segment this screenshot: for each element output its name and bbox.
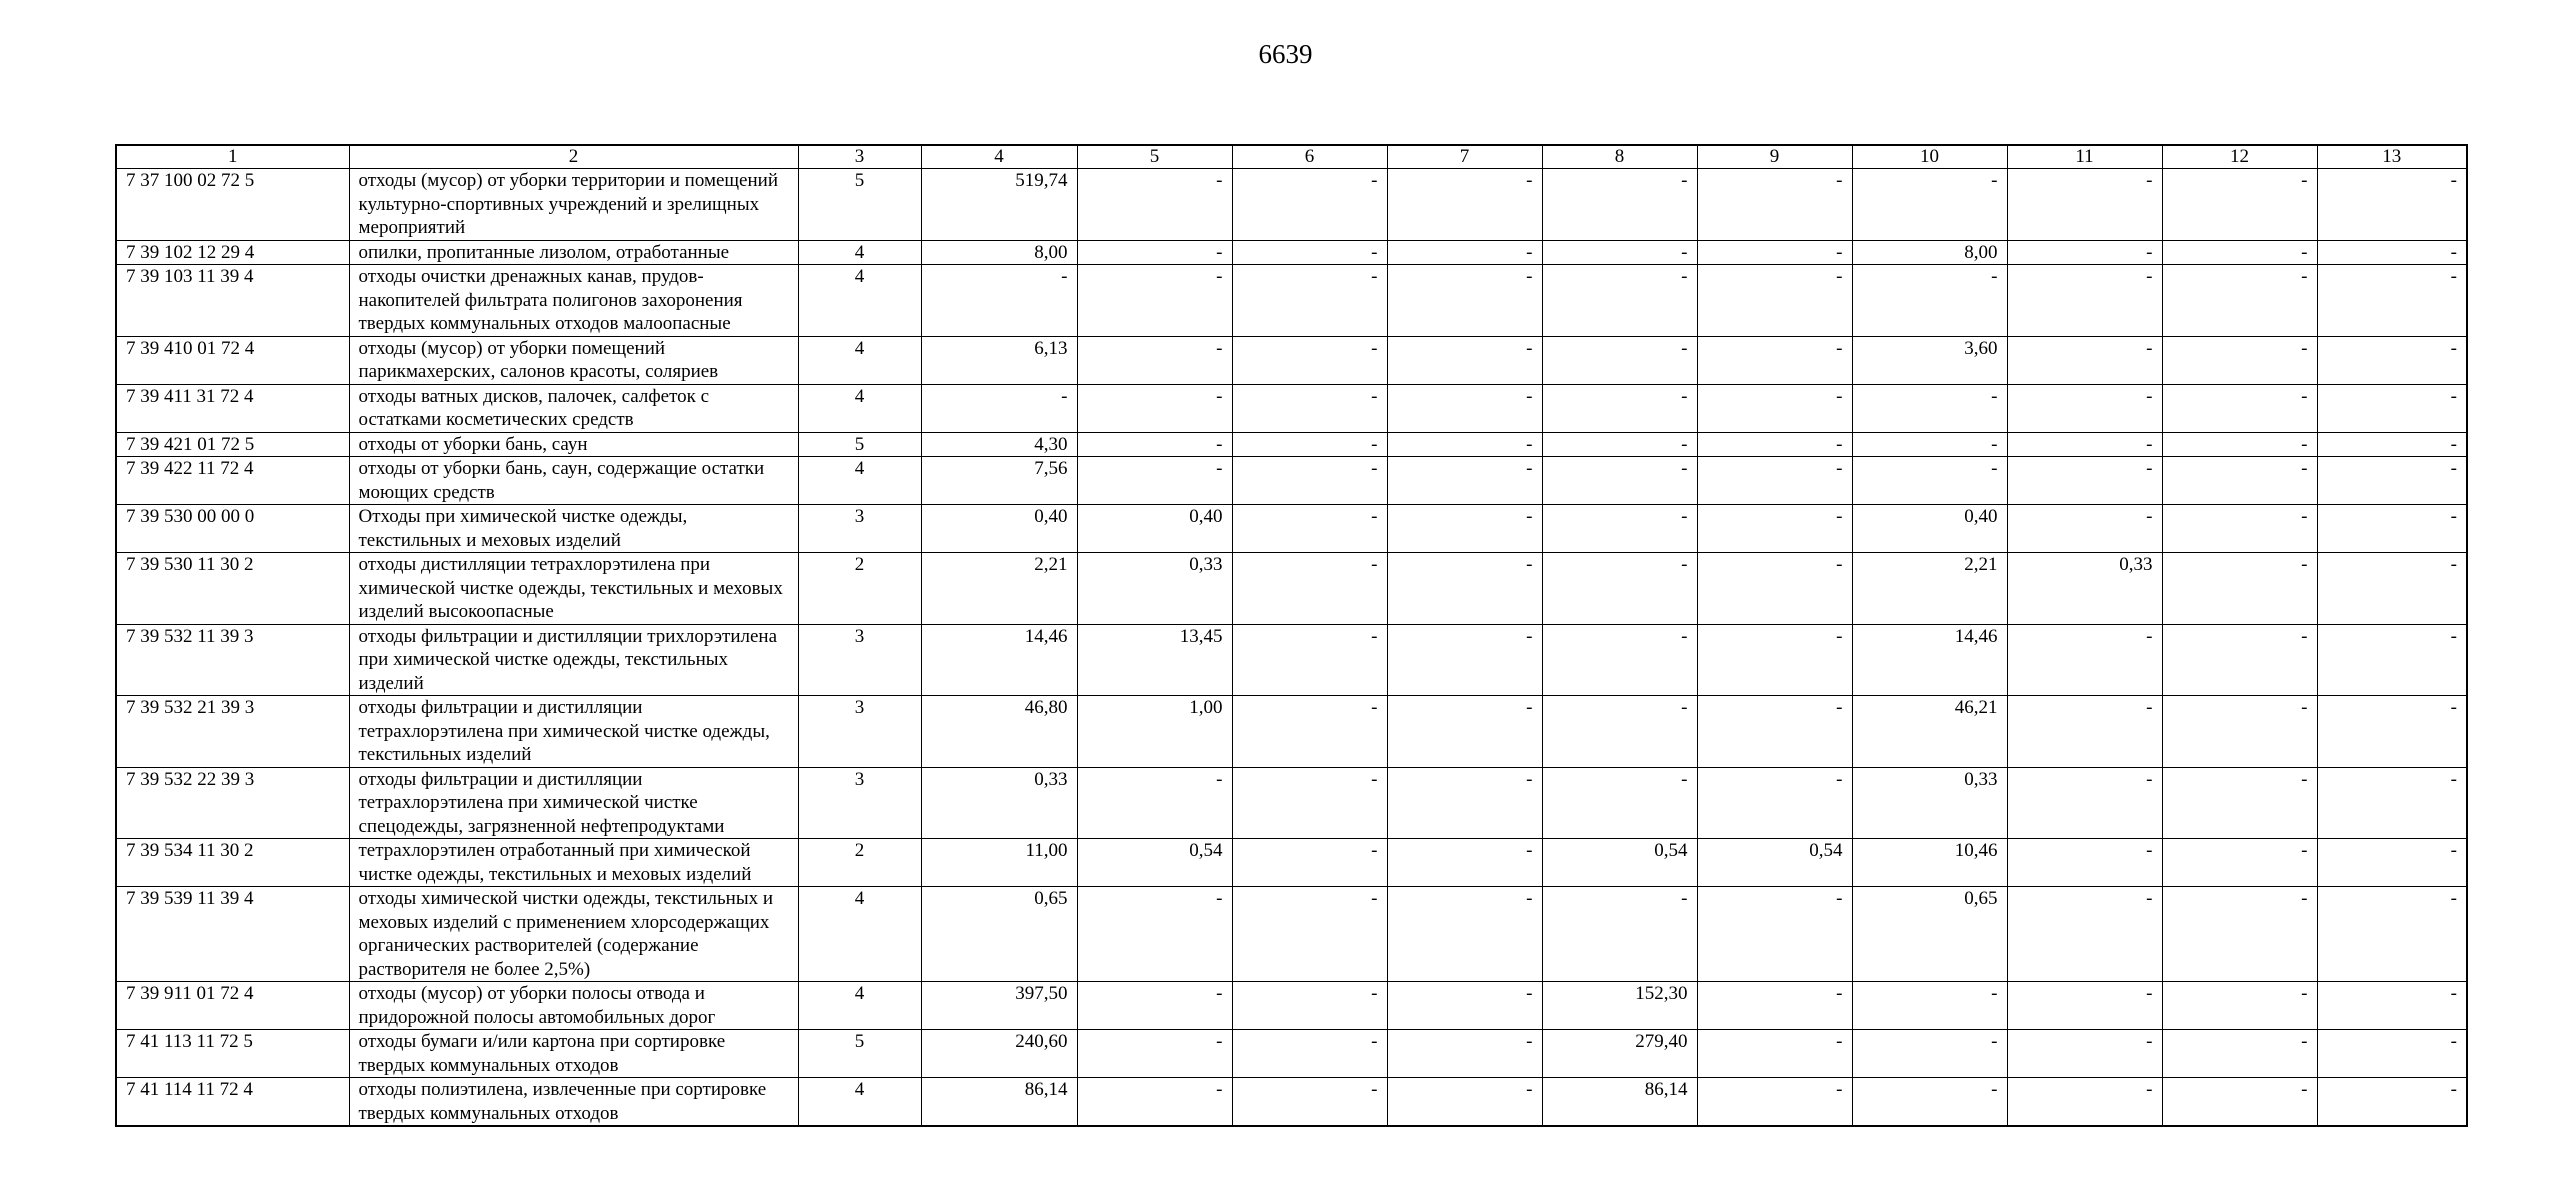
- value-cell-col-8: -: [1542, 432, 1697, 457]
- column-header-4: 4: [921, 145, 1077, 169]
- value-cell-col-8: 152,30: [1542, 982, 1697, 1030]
- value-cell-col-6: -: [1232, 432, 1387, 457]
- value-cell-col-6: -: [1232, 1078, 1387, 1127]
- value-cell-col-10: -: [1852, 384, 2007, 432]
- value-cell-col-13: -: [2317, 1078, 2467, 1127]
- waste-code-cell: 7 39 530 00 00 0: [116, 505, 349, 553]
- value-cell-col-13: -: [2317, 696, 2467, 768]
- hazard-class-cell: 4: [798, 982, 921, 1030]
- value-cell-col-12: -: [2162, 767, 2317, 839]
- column-header-13: 13: [2317, 145, 2467, 169]
- waste-name-cell: отходы полиэтилена, извлеченные при сортировке твердых коммунальных отходов: [349, 1078, 798, 1127]
- value-cell-col-13: -: [2317, 1030, 2467, 1078]
- column-header-2: 2: [349, 145, 798, 169]
- table-row: [116, 982, 2467, 1030]
- value-cell-col-8: -: [1542, 336, 1697, 384]
- value-cell-col-11: -: [2007, 457, 2162, 505]
- waste-code-cell: 7 39 911 01 72 4: [116, 982, 349, 1030]
- waste-table: [115, 144, 2468, 1127]
- value-cell-col-13: -: [2317, 457, 2467, 505]
- table-body: [116, 169, 2467, 1127]
- waste-name-cell: отходы ватных дисков, палочек, салфеток с остатками косметических средств: [349, 384, 798, 432]
- value-cell-col-13: -: [2317, 336, 2467, 384]
- value-cell-col-12: -: [2162, 384, 2317, 432]
- waste-code-cell: 7 39 530 11 30 2: [116, 553, 349, 625]
- value-cell-col-9: -: [1697, 1078, 1852, 1127]
- value-cell-col-12: -: [2162, 696, 2317, 768]
- waste-code-cell: 7 39 539 11 39 4: [116, 887, 349, 982]
- column-header-3: 3: [798, 145, 921, 169]
- waste-name-cell: отходы (мусор) от уборки полосы отвода и придорожной полосы автомобильных дорог: [349, 982, 798, 1030]
- value-cell-col-6: -: [1232, 839, 1387, 887]
- value-cell-col-4: 0,65: [921, 887, 1077, 982]
- table-row: [116, 457, 2467, 505]
- value-cell-col-9: -: [1697, 624, 1852, 696]
- value-cell-col-6: -: [1232, 1030, 1387, 1078]
- value-cell-col-11: -: [2007, 505, 2162, 553]
- value-cell-col-9: -: [1697, 982, 1852, 1030]
- value-cell-col-6: -: [1232, 265, 1387, 337]
- table-row: [116, 1078, 2467, 1127]
- value-cell-col-8: -: [1542, 767, 1697, 839]
- value-cell-col-5: -: [1077, 384, 1232, 432]
- value-cell-col-9: -: [1697, 505, 1852, 553]
- value-cell-col-6: -: [1232, 336, 1387, 384]
- value-cell-col-10: 8,00: [1852, 240, 2007, 265]
- hazard-class-cell: 4: [798, 457, 921, 505]
- value-cell-col-7: -: [1387, 624, 1542, 696]
- hazard-class-cell: 4: [798, 1078, 921, 1127]
- value-cell-col-12: -: [2162, 265, 2317, 337]
- value-cell-col-5: -: [1077, 1078, 1232, 1127]
- waste-code-cell: 7 41 113 11 72 5: [116, 1030, 349, 1078]
- value-cell-col-10: 0,33: [1852, 767, 2007, 839]
- hazard-class-cell: 5: [798, 432, 921, 457]
- value-cell-col-5: -: [1077, 1030, 1232, 1078]
- value-cell-col-4: -: [921, 265, 1077, 337]
- value-cell-col-7: -: [1387, 1078, 1542, 1127]
- value-cell-col-6: -: [1232, 696, 1387, 768]
- table-row: [116, 624, 2467, 696]
- value-cell-col-6: -: [1232, 169, 1387, 241]
- value-cell-col-7: -: [1387, 240, 1542, 265]
- waste-code-cell: 7 39 534 11 30 2: [116, 839, 349, 887]
- value-cell-col-6: -: [1232, 553, 1387, 625]
- waste-code-cell: 7 39 103 11 39 4: [116, 265, 349, 337]
- value-cell-col-11: -: [2007, 1030, 2162, 1078]
- hazard-class-cell: 3: [798, 696, 921, 768]
- value-cell-col-9: -: [1697, 384, 1852, 432]
- value-cell-col-13: -: [2317, 505, 2467, 553]
- value-cell-col-5: 0,40: [1077, 505, 1232, 553]
- value-cell-col-9: -: [1697, 336, 1852, 384]
- value-cell-col-13: -: [2317, 982, 2467, 1030]
- value-cell-col-12: -: [2162, 839, 2317, 887]
- waste-name-cell: отходы дистилляции тетрахлорэтилена при химической чистке одежды, текстильных и меховых изделий высокоопасные: [349, 553, 798, 625]
- value-cell-col-10: -: [1852, 1030, 2007, 1078]
- value-cell-col-13: -: [2317, 553, 2467, 625]
- value-cell-col-7: -: [1387, 1030, 1542, 1078]
- hazard-class-cell: 4: [798, 265, 921, 337]
- hazard-class-cell: 3: [798, 767, 921, 839]
- value-cell-col-5: -: [1077, 240, 1232, 265]
- value-cell-col-7: -: [1387, 169, 1542, 241]
- waste-code-cell: 7 39 532 22 39 3: [116, 767, 349, 839]
- value-cell-col-11: -: [2007, 982, 2162, 1030]
- table-row: [116, 839, 2467, 887]
- value-cell-col-4: 7,56: [921, 457, 1077, 505]
- value-cell-col-10: -: [1852, 1078, 2007, 1127]
- table-header: [116, 145, 2467, 169]
- value-cell-col-5: -: [1077, 169, 1232, 241]
- value-cell-col-4: 0,33: [921, 767, 1077, 839]
- value-cell-col-8: -: [1542, 553, 1697, 625]
- value-cell-col-5: 0,54: [1077, 839, 1232, 887]
- value-cell-col-8: -: [1542, 169, 1697, 241]
- value-cell-col-11: -: [2007, 696, 2162, 768]
- value-cell-col-12: -: [2162, 1030, 2317, 1078]
- waste-name-cell: отходы фильтрации и дистилляции трихлорэтилена при химической чистке одежды, текстильных изделий: [349, 624, 798, 696]
- table-row: [116, 767, 2467, 839]
- value-cell-col-13: -: [2317, 887, 2467, 982]
- value-cell-col-12: -: [2162, 432, 2317, 457]
- header-row: [116, 145, 2467, 169]
- value-cell-col-9: -: [1697, 265, 1852, 337]
- value-cell-col-10: 46,21: [1852, 696, 2007, 768]
- value-cell-col-7: -: [1387, 696, 1542, 768]
- hazard-class-cell: 2: [798, 839, 921, 887]
- value-cell-col-13: -: [2317, 240, 2467, 265]
- value-cell-col-10: 2,21: [1852, 553, 2007, 625]
- value-cell-col-12: -: [2162, 553, 2317, 625]
- value-cell-col-9: -: [1697, 1030, 1852, 1078]
- value-cell-col-4: -: [921, 384, 1077, 432]
- waste-code-cell: 7 39 532 21 39 3: [116, 696, 349, 768]
- value-cell-col-6: -: [1232, 240, 1387, 265]
- value-cell-col-4: 46,80: [921, 696, 1077, 768]
- waste-code-cell: 7 39 422 11 72 4: [116, 457, 349, 505]
- hazard-class-cell: 4: [798, 384, 921, 432]
- value-cell-col-7: -: [1387, 336, 1542, 384]
- value-cell-col-7: -: [1387, 553, 1542, 625]
- column-header-5: 5: [1077, 145, 1232, 169]
- value-cell-col-5: -: [1077, 336, 1232, 384]
- value-cell-col-5: -: [1077, 457, 1232, 505]
- value-cell-col-10: -: [1852, 457, 2007, 505]
- value-cell-col-11: -: [2007, 767, 2162, 839]
- value-cell-col-7: -: [1387, 839, 1542, 887]
- waste-code-cell: 7 39 421 01 72 5: [116, 432, 349, 457]
- value-cell-col-8: -: [1542, 384, 1697, 432]
- value-cell-col-6: -: [1232, 457, 1387, 505]
- value-cell-col-10: -: [1852, 265, 2007, 337]
- value-cell-col-13: -: [2317, 169, 2467, 241]
- value-cell-col-8: -: [1542, 265, 1697, 337]
- value-cell-col-8: -: [1542, 457, 1697, 505]
- value-cell-col-9: -: [1697, 767, 1852, 839]
- column-header-9: 9: [1697, 145, 1852, 169]
- value-cell-col-4: 8,00: [921, 240, 1077, 265]
- column-header-10: 10: [1852, 145, 2007, 169]
- value-cell-col-5: -: [1077, 767, 1232, 839]
- value-cell-col-11: -: [2007, 169, 2162, 241]
- value-cell-col-6: -: [1232, 767, 1387, 839]
- hazard-class-cell: 4: [798, 240, 921, 265]
- value-cell-col-9: -: [1697, 457, 1852, 505]
- value-cell-col-5: -: [1077, 265, 1232, 337]
- column-header-12: 12: [2162, 145, 2317, 169]
- value-cell-col-12: -: [2162, 505, 2317, 553]
- value-cell-col-7: -: [1387, 767, 1542, 839]
- value-cell-col-6: -: [1232, 384, 1387, 432]
- value-cell-col-6: -: [1232, 887, 1387, 982]
- waste-name-cell: отходы (мусор) от уборки помещений парикмахерских, салонов красоты, соляриев: [349, 336, 798, 384]
- value-cell-col-9: -: [1697, 432, 1852, 457]
- value-cell-col-4: 86,14: [921, 1078, 1077, 1127]
- waste-code-cell: 7 39 532 11 39 3: [116, 624, 349, 696]
- value-cell-col-11: -: [2007, 240, 2162, 265]
- value-cell-col-13: -: [2317, 624, 2467, 696]
- value-cell-col-11: -: [2007, 432, 2162, 457]
- table-row: [116, 384, 2467, 432]
- value-cell-col-4: 240,60: [921, 1030, 1077, 1078]
- value-cell-col-12: -: [2162, 624, 2317, 696]
- waste-name-cell: отходы бумаги и/или картона при сортировке твердых коммунальных отходов: [349, 1030, 798, 1078]
- value-cell-col-10: 14,46: [1852, 624, 2007, 696]
- hazard-class-cell: 4: [798, 336, 921, 384]
- value-cell-col-7: -: [1387, 457, 1542, 505]
- value-cell-col-13: -: [2317, 432, 2467, 457]
- value-cell-col-13: -: [2317, 265, 2467, 337]
- value-cell-col-5: 13,45: [1077, 624, 1232, 696]
- value-cell-col-9: -: [1697, 887, 1852, 982]
- value-cell-col-12: -: [2162, 457, 2317, 505]
- value-cell-col-8: -: [1542, 505, 1697, 553]
- value-cell-col-10: 10,46: [1852, 839, 2007, 887]
- value-cell-col-12: -: [2162, 887, 2317, 982]
- hazard-class-cell: 3: [798, 624, 921, 696]
- value-cell-col-5: 0,33: [1077, 553, 1232, 625]
- value-cell-col-11: -: [2007, 265, 2162, 337]
- waste-code-cell: 7 37 100 02 72 5: [116, 169, 349, 241]
- value-cell-col-12: -: [2162, 169, 2317, 241]
- table-row: [116, 1030, 2467, 1078]
- value-cell-col-11: -: [2007, 839, 2162, 887]
- value-cell-col-11: -: [2007, 1078, 2162, 1127]
- table-row: [116, 265, 2467, 337]
- value-cell-col-4: 6,13: [921, 336, 1077, 384]
- value-cell-col-10: -: [1852, 169, 2007, 241]
- table-row: [116, 505, 2467, 553]
- value-cell-col-11: 0,33: [2007, 553, 2162, 625]
- value-cell-col-4: 4,30: [921, 432, 1077, 457]
- value-cell-col-8: 86,14: [1542, 1078, 1697, 1127]
- value-cell-col-9: -: [1697, 240, 1852, 265]
- value-cell-col-11: -: [2007, 887, 2162, 982]
- waste-name-cell: отходы (мусор) от уборки территории и помещений культурно-спортивных учреждений и зрелищных мероприятий: [349, 169, 798, 241]
- value-cell-col-13: -: [2317, 767, 2467, 839]
- waste-name-cell: отходы химической чистки одежды, текстильных и меховых изделий с применением хлорсодержащих органических растворителей (содержание растворителя не более 2,5%): [349, 887, 798, 982]
- value-cell-col-12: -: [2162, 336, 2317, 384]
- waste-code-cell: 7 41 114 11 72 4: [116, 1078, 349, 1127]
- waste-name-cell: отходы от уборки бань, саун, содержащие остатки моющих средств: [349, 457, 798, 505]
- waste-name-cell: отходы от уборки бань, саун: [349, 432, 798, 457]
- value-cell-col-12: -: [2162, 240, 2317, 265]
- value-cell-col-13: -: [2317, 839, 2467, 887]
- value-cell-col-7: -: [1387, 265, 1542, 337]
- value-cell-col-7: -: [1387, 432, 1542, 457]
- waste-code-cell: 7 39 410 01 72 4: [116, 336, 349, 384]
- value-cell-col-8: -: [1542, 240, 1697, 265]
- waste-name-cell: опилки, пропитанные лизолом, отработанные: [349, 240, 798, 265]
- value-cell-col-10: -: [1852, 432, 2007, 457]
- hazard-class-cell: 5: [798, 169, 921, 241]
- waste-name-cell: отходы фильтрации и дистилляции тетрахлорэтилена при химической чистке одежды, текстильных изделий: [349, 696, 798, 768]
- value-cell-col-5: 1,00: [1077, 696, 1232, 768]
- table-row: [116, 432, 2467, 457]
- value-cell-col-8: -: [1542, 624, 1697, 696]
- waste-name-cell: Отходы при химической чистке одежды, текстильных и меховых изделий: [349, 505, 798, 553]
- value-cell-col-4: 11,00: [921, 839, 1077, 887]
- value-cell-col-10: -: [1852, 982, 2007, 1030]
- value-cell-col-11: -: [2007, 384, 2162, 432]
- value-cell-col-5: -: [1077, 982, 1232, 1030]
- column-header-11: 11: [2007, 145, 2162, 169]
- waste-code-cell: 7 39 102 12 29 4: [116, 240, 349, 265]
- value-cell-col-6: -: [1232, 624, 1387, 696]
- hazard-class-cell: 5: [798, 1030, 921, 1078]
- value-cell-col-9: 0,54: [1697, 839, 1852, 887]
- value-cell-col-7: -: [1387, 887, 1542, 982]
- value-cell-col-12: -: [2162, 1078, 2317, 1127]
- value-cell-col-7: -: [1387, 982, 1542, 1030]
- value-cell-col-6: -: [1232, 505, 1387, 553]
- column-header-8: 8: [1542, 145, 1697, 169]
- page-number: 6639: [1258, 39, 1313, 69]
- hazard-class-cell: 3: [798, 505, 921, 553]
- value-cell-col-6: -: [1232, 982, 1387, 1030]
- value-cell-col-9: -: [1697, 553, 1852, 625]
- value-cell-col-8: -: [1542, 887, 1697, 982]
- value-cell-col-5: -: [1077, 887, 1232, 982]
- value-cell-col-7: -: [1387, 384, 1542, 432]
- waste-code-cell: 7 39 411 31 72 4: [116, 384, 349, 432]
- value-cell-col-8: 279,40: [1542, 1030, 1697, 1078]
- value-cell-col-9: -: [1697, 169, 1852, 241]
- value-cell-col-12: -: [2162, 982, 2317, 1030]
- value-cell-col-9: -: [1697, 696, 1852, 768]
- column-header-6: 6: [1232, 145, 1387, 169]
- value-cell-col-7: -: [1387, 505, 1542, 553]
- hazard-class-cell: 2: [798, 553, 921, 625]
- value-cell-col-4: 519,74: [921, 169, 1077, 241]
- table-row: [116, 887, 2467, 982]
- table-row: [116, 169, 2467, 241]
- hazard-class-cell: 4: [798, 887, 921, 982]
- waste-name-cell: отходы очистки дренажных канав, прудов-накопителей фильтрата полигонов захоронения твердых коммунальных отходов малоопасные: [349, 265, 798, 337]
- column-header-1: 1: [116, 145, 349, 169]
- value-cell-col-13: -: [2317, 384, 2467, 432]
- value-cell-col-10: 0,40: [1852, 505, 2007, 553]
- value-cell-col-11: -: [2007, 624, 2162, 696]
- value-cell-col-4: 0,40: [921, 505, 1077, 553]
- value-cell-col-8: 0,54: [1542, 839, 1697, 887]
- value-cell-col-10: 3,60: [1852, 336, 2007, 384]
- waste-name-cell: отходы фильтрации и дистилляции тетрахлорэтилена при химической чистке спецодежды, загрязненной нефтепродуктами: [349, 767, 798, 839]
- value-cell-col-8: -: [1542, 696, 1697, 768]
- value-cell-col-4: 397,50: [921, 982, 1077, 1030]
- value-cell-col-5: -: [1077, 432, 1232, 457]
- table-row: [116, 240, 2467, 265]
- table-row: [116, 336, 2467, 384]
- column-header-7: 7: [1387, 145, 1542, 169]
- value-cell-col-4: 2,21: [921, 553, 1077, 625]
- value-cell-col-10: 0,65: [1852, 887, 2007, 982]
- table-row: [116, 696, 2467, 768]
- value-cell-col-4: 14,46: [921, 624, 1077, 696]
- waste-name-cell: тетрахлорэтилен отработанный при химической чистке одежды, текстильных и меховых изделий: [349, 839, 798, 887]
- table-row: [116, 553, 2467, 625]
- value-cell-col-11: -: [2007, 336, 2162, 384]
